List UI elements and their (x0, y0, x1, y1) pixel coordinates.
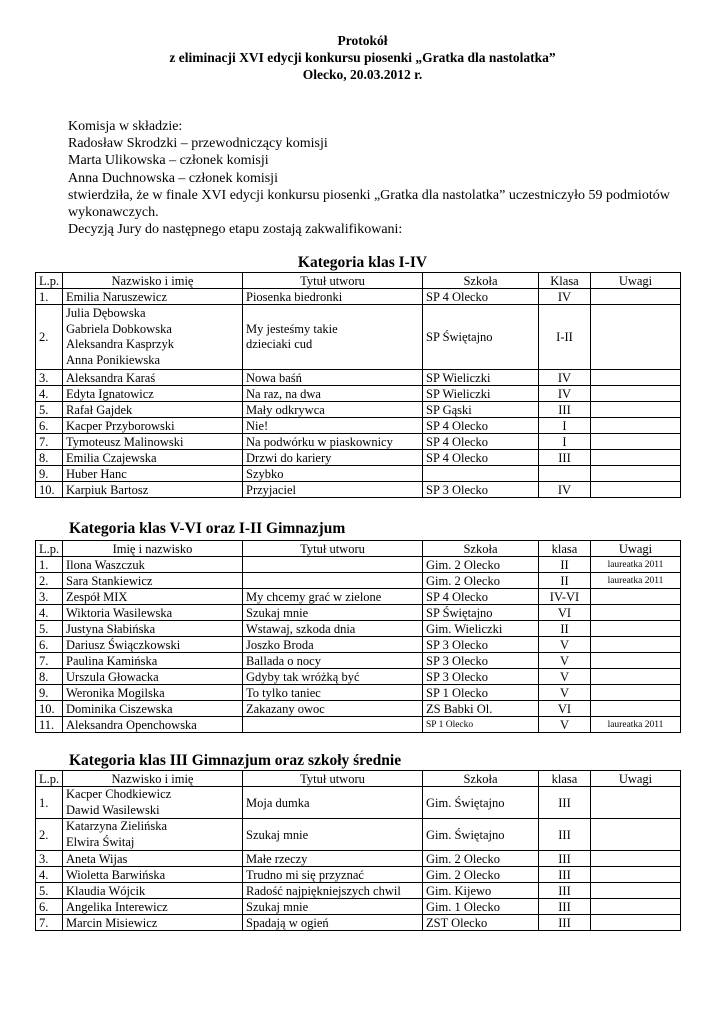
cell-song (243, 851, 423, 867)
cell-school: SP 4 Olecko (423, 418, 539, 434)
cell-class: II (539, 573, 591, 589)
cell-song-line: Ballada o nocy (246, 653, 321, 668)
cell-note (591, 653, 681, 669)
cell-school: SP 1 Olecko (423, 685, 539, 701)
cell-note (591, 867, 681, 883)
cell-song-line: My jesteśmy takie (246, 321, 338, 336)
cell-school: Gim. 1 Olecko (423, 899, 539, 915)
cell-song (243, 701, 423, 717)
cell-song (243, 717, 423, 733)
table-row (36, 434, 681, 450)
cell-song-line: Gdyby tak wróżką być (246, 669, 360, 684)
cell-class: II (539, 621, 591, 637)
cell-song-line: Spadają w ogień (246, 915, 329, 930)
category-3-title: Kategoria klas III Gimnazjum oraz szkoły średnie (69, 752, 402, 769)
cell-note (591, 605, 681, 621)
cell-song (243, 557, 423, 573)
cell-school: Gim. 2 Olecko (423, 557, 539, 573)
cell-lp: 6. (36, 637, 63, 653)
cell-note: laureatka 2011 (591, 717, 681, 733)
cell-song-line: Nie! (246, 418, 269, 433)
cell-song-line: Przyjaciel (246, 482, 296, 497)
cell-song (243, 402, 423, 418)
cell-lp: 10. (36, 482, 63, 498)
cell-name (63, 637, 243, 653)
cell-name-line: Justyna Słabińska (66, 621, 156, 636)
cell-name-line: Urszula Głowacka (66, 669, 159, 684)
cell-school: Gim. Wieliczki (423, 621, 539, 637)
table-row (36, 899, 681, 915)
cell-song-line: Na podwórku w piaskownicy (246, 434, 393, 449)
table-row (36, 402, 681, 418)
table-row (36, 370, 681, 386)
cell-name-line: Aleksandra Kasprzyk (66, 337, 174, 351)
table-row (36, 669, 681, 685)
cell-name (63, 685, 243, 701)
cell-lp: 1. (36, 557, 63, 573)
cell-name-line: Kacper Przyborowski (66, 418, 175, 433)
cell-class: VI (539, 605, 591, 621)
column-header-lp: L.p. (36, 273, 63, 289)
table-row (36, 851, 681, 867)
cell-name-line: Rafał Gajdek (66, 402, 133, 417)
cell-song-line: Radość najpiękniejszych chwil (246, 883, 401, 898)
cell-school: ZST Olecko (423, 915, 539, 931)
cell-class: III (539, 787, 591, 819)
cell-note (591, 787, 681, 819)
table-row (36, 621, 681, 637)
cell-name (63, 573, 243, 589)
cell-school: SP 4 Olecko (423, 434, 539, 450)
table-row (36, 867, 681, 883)
cell-lp: 2. (36, 573, 63, 589)
cell-name-line: Aleksandra Karaś (66, 370, 156, 385)
cell-lp: 5. (36, 402, 63, 418)
cell-name-line: Edyta Ignatowicz (66, 386, 154, 401)
cell-name-line: Anna Ponikiewska (66, 352, 161, 367)
cell-name (63, 669, 243, 685)
category-3-table (35, 770, 681, 931)
column-header-song: Tytuł utworu (243, 541, 423, 557)
cell-note (591, 589, 681, 605)
column-header-note: Uwagi (591, 273, 681, 289)
cell-name-line: Emilia Naruszewicz (66, 289, 167, 304)
cell-class: III (539, 450, 591, 466)
cell-class: V (539, 637, 591, 653)
cell-name-line: Huber Hanc (66, 466, 127, 481)
cell-school: Gim. Kijewo (423, 883, 539, 899)
cell-school: SP 3 Olecko (423, 482, 539, 498)
column-header-name: Imię i nazwisko (63, 541, 243, 557)
cell-name-line: Sara Stankiewicz (66, 573, 153, 588)
cell-song (243, 589, 423, 605)
cell-class: V (539, 717, 591, 733)
column-header-school: Szkoła (423, 273, 539, 289)
cell-school: Gim. 2 Olecko (423, 851, 539, 867)
cell-song (243, 653, 423, 669)
cell-lp: 11. (36, 717, 63, 733)
cell-song (243, 787, 423, 819)
cell-class: III (539, 851, 591, 867)
cell-lp: 4. (36, 867, 63, 883)
column-header-class: klasa (539, 541, 591, 557)
cell-school: Gim. Świętajno (423, 819, 539, 851)
cell-name-line: Wioletta Barwińska (66, 867, 166, 882)
cell-song-line: Moja dumka (246, 795, 310, 810)
cell-name-line: Tymoteusz Malinowski (66, 434, 184, 449)
cell-song (243, 466, 423, 482)
cell-name-line: Dominika Ciszewska (66, 701, 173, 716)
cell-note (591, 899, 681, 915)
column-header-class: Klasa (539, 273, 591, 289)
table-row (36, 589, 681, 605)
table-row (36, 482, 681, 498)
column-header-song: Tytuł utworu (243, 273, 423, 289)
table-row (36, 418, 681, 434)
cell-name-line: Weronika Mogilska (66, 685, 165, 700)
table-row (36, 819, 681, 851)
cell-name (63, 370, 243, 386)
cell-name (63, 717, 243, 733)
cell-name (63, 883, 243, 899)
document-place-date: Olecko, 20.03.2012 r. (302, 67, 423, 82)
table-header-row (36, 273, 681, 289)
cell-class: V (539, 669, 591, 685)
cell-song (243, 434, 423, 450)
cell-note (591, 450, 681, 466)
cell-song (243, 883, 423, 899)
column-header-note: Uwagi (591, 541, 681, 557)
cell-lp: 2. (36, 819, 63, 851)
cell-name (63, 605, 243, 621)
cell-note (591, 370, 681, 386)
cell-name (63, 589, 243, 605)
cell-class: IV (539, 370, 591, 386)
table-row (36, 685, 681, 701)
cell-note: laureatka 2011 (591, 557, 681, 573)
cell-name (63, 819, 243, 851)
cell-name (63, 289, 243, 305)
table-row (36, 557, 681, 573)
cell-name-line: Karpiuk Bartosz (66, 482, 149, 497)
cell-school: SP Gąski (423, 402, 539, 418)
table-row (36, 701, 681, 717)
cell-school: SP 4 Olecko (423, 450, 539, 466)
cell-song-line: Zakazany owoc (246, 701, 325, 716)
table-row (36, 450, 681, 466)
cell-song (243, 370, 423, 386)
cell-name-line: Kacper Chodkiewicz (66, 787, 172, 801)
cell-name (63, 434, 243, 450)
cell-name-line: Julia Dębowska (66, 306, 146, 320)
cell-lp: 6. (36, 418, 63, 434)
cell-name (63, 305, 243, 370)
cell-lp: 7. (36, 434, 63, 450)
column-header-song: Tytuł utworu (243, 771, 423, 787)
document-subtitle: z eliminacji XVI edycji konkursu piosenki „Gratka dla nastolatka” (169, 50, 556, 65)
cell-class: III (539, 883, 591, 899)
cell-lp: 1. (36, 787, 63, 819)
cell-song (243, 386, 423, 402)
column-header-school: Szkoła (423, 771, 539, 787)
cell-name (63, 787, 243, 819)
cell-note (591, 305, 681, 370)
cell-song (243, 637, 423, 653)
cell-song-line: Szukaj mnie (246, 605, 309, 620)
table-header-row (36, 541, 681, 557)
cell-class: III (539, 915, 591, 931)
table-row (36, 466, 681, 482)
cell-lp: 7. (36, 915, 63, 931)
cell-song (243, 482, 423, 498)
table-row (36, 305, 681, 370)
cell-note (591, 637, 681, 653)
table-row (36, 883, 681, 899)
cell-class: I-II (539, 305, 591, 370)
cell-song (243, 621, 423, 637)
table-row (36, 653, 681, 669)
cell-note (591, 669, 681, 685)
cell-lp: 5. (36, 621, 63, 637)
cell-song-line: Na raz, na dwa (246, 386, 321, 401)
cell-note (591, 482, 681, 498)
cell-song (243, 418, 423, 434)
cell-note (591, 402, 681, 418)
table-row (36, 787, 681, 819)
column-header-class: klasa (539, 771, 591, 787)
commission-heading: Komisja w składzie: (68, 119, 183, 134)
cell-class: V (539, 653, 591, 669)
cell-song (243, 573, 423, 589)
table-row (36, 573, 681, 589)
cell-school: SP 4 Olecko (423, 589, 539, 605)
cell-lp: 7. (36, 653, 63, 669)
cell-lp: 9. (36, 466, 63, 482)
cell-class: IV (539, 386, 591, 402)
cell-lp: 5. (36, 883, 63, 899)
cell-class: IV-VI (539, 589, 591, 605)
cell-song-line: Szukaj mnie (246, 899, 309, 914)
cell-school: Gim. 2 Olecko (423, 867, 539, 883)
cell-name (63, 851, 243, 867)
cell-name (63, 915, 243, 931)
document-title: Protokół (337, 33, 388, 48)
column-header-lp: L.p. (36, 771, 63, 787)
column-header-lp: L.p. (36, 541, 63, 557)
cell-school: SP Świętajno (423, 305, 539, 370)
cell-song-line: Szybko (246, 466, 284, 481)
cell-name-line: Aleksandra Openchowska (66, 717, 197, 732)
commission-member-2: Marta Ulikowska – członek komisji (68, 153, 269, 169)
table-row (36, 289, 681, 305)
cell-name-line: Marcin Misiewicz (66, 915, 158, 930)
cell-song-line: Mały odkrywca (246, 402, 325, 417)
cell-name-line: Klaudia Wójcik (66, 883, 146, 898)
cell-song-line: Joszko Broda (246, 637, 314, 652)
category-1-title: Kategoria klas I-IV (297, 254, 428, 271)
cell-school: SP 3 Olecko (423, 653, 539, 669)
cell-name (63, 418, 243, 434)
cell-song-line: Małe rzeczy (246, 851, 308, 866)
cell-note (591, 701, 681, 717)
cell-name-line: Paulina Kamińska (66, 653, 158, 668)
cell-class: IV (539, 482, 591, 498)
cell-song (243, 915, 423, 931)
cell-school: SP 4 Olecko (423, 289, 539, 305)
cell-note (591, 621, 681, 637)
cell-song (243, 899, 423, 915)
cell-song (243, 867, 423, 883)
cell-lp: 4. (36, 386, 63, 402)
cell-class: VI (539, 701, 591, 717)
cell-song (243, 305, 423, 370)
cell-name-line: Aneta Wijas (66, 851, 128, 866)
cell-song-line: Drzwi do kariery (246, 450, 332, 465)
table-row (36, 915, 681, 931)
cell-class (539, 466, 591, 482)
column-header-school: Szkoła (423, 541, 539, 557)
cell-school: Gim. Świętajno (423, 787, 539, 819)
category-1-table (35, 272, 681, 498)
table-row (36, 386, 681, 402)
table-row (36, 605, 681, 621)
cell-song-line: Trudno mi się przyznać (246, 867, 364, 882)
intro-section (68, 118, 683, 238)
cell-name (63, 653, 243, 669)
cell-song (243, 289, 423, 305)
cell-song (243, 450, 423, 466)
cell-note (591, 685, 681, 701)
cell-class: I (539, 418, 591, 434)
cell-class: I (539, 434, 591, 450)
cell-lp: 9. (36, 685, 63, 701)
cell-school: SP Wieliczki (423, 386, 539, 402)
cell-school: SP Wieliczki (423, 370, 539, 386)
cell-name-line: Emilia Czajewska (66, 450, 157, 465)
table-row (36, 637, 681, 653)
cell-name (63, 450, 243, 466)
cell-note (591, 289, 681, 305)
cell-song-line: Nowa baśń (246, 370, 302, 385)
cell-note (591, 386, 681, 402)
cell-song-line: dzieciaki cud (246, 337, 313, 351)
cell-note: laureatka 2011 (591, 573, 681, 589)
cell-note (591, 819, 681, 851)
cell-name (63, 557, 243, 573)
cell-school: SP 3 Olecko (423, 669, 539, 685)
category-2-title: Kategoria klas V-VI oraz I-II Gimnazjum (69, 520, 346, 537)
cell-name (63, 402, 243, 418)
cell-school: Gim. 2 Olecko (423, 573, 539, 589)
cell-lp: 8. (36, 669, 63, 685)
category-2-table (35, 540, 681, 733)
cell-name (63, 867, 243, 883)
cell-note (591, 851, 681, 867)
cell-name-line: Zespół MIX (66, 589, 128, 604)
cell-song-line: Szukaj mnie (246, 827, 309, 842)
cell-note (591, 466, 681, 482)
column-header-name: Nazwisko i imię (63, 273, 243, 289)
cell-name-line: Elwira Świtaj (66, 834, 135, 849)
cell-school: SP 3 Olecko (423, 637, 539, 653)
cell-song-line: Piosenka biedronki (246, 289, 343, 304)
cell-school: SP Świętajno (423, 605, 539, 621)
commission-member-3: Anna Duchnowska – członek komisji (68, 170, 278, 186)
cell-lp: 6. (36, 899, 63, 915)
cell-name-line: Dawid Wasilewski (66, 802, 160, 817)
cell-note (591, 883, 681, 899)
cell-class: III (539, 867, 591, 883)
cell-class: III (539, 402, 591, 418)
commission-member-1: Radosław Skrodzki – przewodniczący komisji (68, 136, 328, 152)
cell-name-line: Dariusz Świączkowski (66, 637, 181, 652)
table-header-row (36, 771, 681, 787)
cell-note (591, 434, 681, 450)
cell-song-line: To tylko taniec (246, 685, 321, 700)
cell-lp: 4. (36, 605, 63, 621)
cell-name (63, 386, 243, 402)
cell-name-line: Angelika Interewicz (66, 899, 168, 914)
cell-name (63, 621, 243, 637)
commission-statement: stwierdziła, że w finale XVI edycji konkursu piosenki „Gratka dla nastolatka” uczestniczyło 59 podmiotów wykonawczych. (68, 187, 670, 221)
cell-class: V (539, 685, 591, 701)
cell-lp: 3. (36, 370, 63, 386)
table-row (36, 717, 681, 733)
cell-class: III (539, 899, 591, 915)
cell-song (243, 605, 423, 621)
cell-song (243, 669, 423, 685)
cell-class: IV (539, 289, 591, 305)
cell-name-line: Ilona Waszczuk (66, 557, 145, 572)
cell-school: ZS Babki Ol. (423, 701, 539, 717)
cell-song (243, 685, 423, 701)
cell-name (63, 701, 243, 717)
cell-song-line: Wstawaj, szkoda dnia (246, 621, 356, 636)
cell-lp: 3. (36, 851, 63, 867)
column-header-note: Uwagi (591, 771, 681, 787)
column-header-name: Nazwisko i imię (63, 771, 243, 787)
cell-lp: 10. (36, 701, 63, 717)
cell-name-line: Katarzyna Zielińska (66, 819, 167, 833)
cell-lp: 2. (36, 305, 63, 370)
cell-note (591, 915, 681, 931)
cell-song-line: My chcemy grać w zielone (246, 589, 382, 604)
cell-school (423, 466, 539, 482)
cell-school: SP 1 Olecko (423, 717, 539, 733)
cell-name (63, 482, 243, 498)
cell-class: II (539, 557, 591, 573)
cell-song (243, 819, 423, 851)
cell-name (63, 899, 243, 915)
jury-decision: Decyzją Jury do następnego etapu zostają zakwalifikowani: (68, 222, 403, 238)
cell-name-line: Gabriela Dobkowska (66, 321, 172, 336)
cell-lp: 1. (36, 289, 63, 305)
cell-name-line: Wiktoria Wasilewska (66, 605, 173, 620)
cell-lp: 8. (36, 450, 63, 466)
cell-class: III (539, 819, 591, 851)
cell-note (591, 418, 681, 434)
cell-lp: 3. (36, 589, 63, 605)
cell-name (63, 466, 243, 482)
